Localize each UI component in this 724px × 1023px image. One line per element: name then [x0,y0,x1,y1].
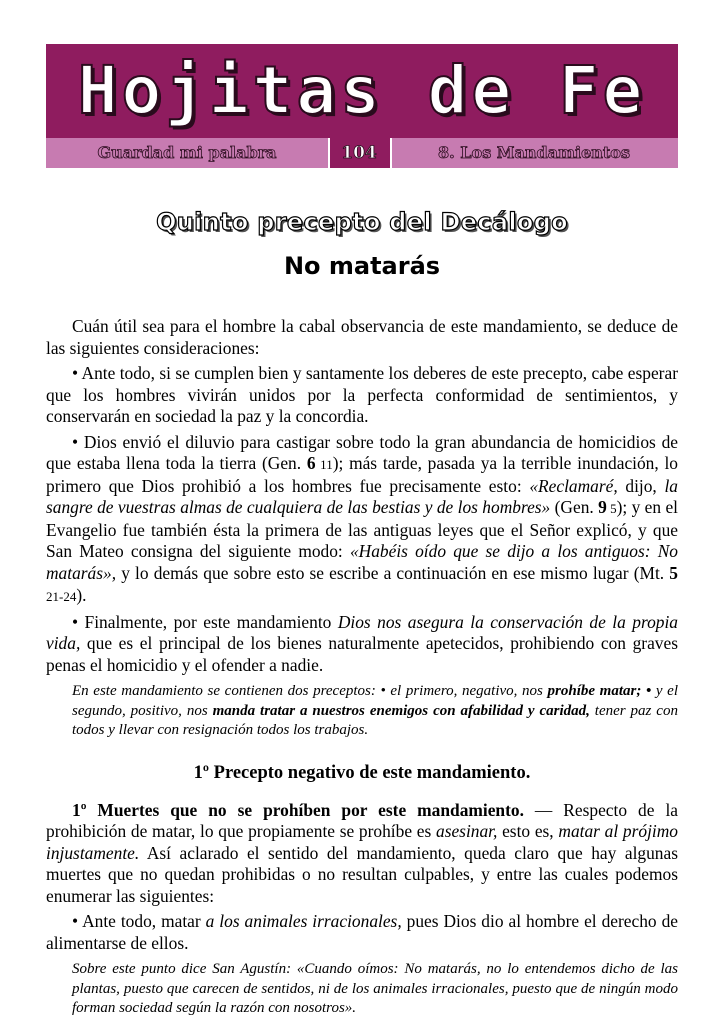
text: Así aclarado el sentido del mandamiento, queda claro que hay algunas muertes que no quedan prohibidas o no resultan culpables, y entre las cuales podemos enumerar las siguientes: [46,842,678,906]
text: y lo demás que sobre esto se escribe a continuación en ese mismo lugar (Mt. [116,562,670,583]
quote-note: Sobre este punto dice San Agustín: «Cuando oímos: No matarás, no lo entendemos dicho de las plantas, puesto que carecen de sentidos, ni de los animales irracionales, puesto que de ningún modo forman sociedad según la razón con nosotros». [72,961,678,1016]
paragraph-heading: 1º Muertes que no se prohíben por este mandamiento. [72,799,524,820]
text: (Gen. [550,497,599,517]
paragraph: • Ante todo, si se cumplen bien y santamente los deberes de este precepto, cabe esperar que los hombres vivirán unidos por la perfecta conformidad de sentimientos, y conservarán en sociedad la paz y la concordia. [46,363,678,426]
masthead-banner [46,44,678,138]
text: pues Dios dio al hombre el derecho de alimentarse de ellos. [46,911,679,953]
quote: «Habéis oído que se dijo a los antiguos: No matarás», [46,541,678,583]
text: que es el principal de los bienes naturalmente apetecidos, prohibiendo con graves penas el homicidio y el ofender a nadie. [46,633,678,675]
masthead [46,44,678,168]
emphasis: matar al prójimo injustamente. [46,821,678,863]
text: y el segundo, positivo, nos [72,683,678,719]
text: • Dios envió el diluvio para castigar sobre todo la gran abundancia de homicidios de que estaba llena toda la tierra (Gen. [46,431,678,473]
text: dijo, [617,475,665,496]
text: • Ante todo, matar [72,911,206,931]
citation-verse: 5 [606,501,617,516]
section-label: 8. Los Mandamientos [438,143,630,162]
paragraph [46,432,678,608]
masthead-subbar [46,138,678,168]
emphasis: manda tratar a nuestros enemigos con afabilidad y caridad, [212,702,590,719]
quote: la sangre de vuestras almas de cualquiera de las bestias y de los hombres» [46,475,678,517]
publication-title: Hojitas de Fe [77,52,647,129]
emphasis: prohíbe matar; • [547,683,652,699]
text: ); más tarde, pasada ya la terrible inundación, lo primero que Dios prohibió a los hombres fue precisamente esto: [46,453,678,496]
series-motto: Guardad mi palabra [97,143,277,162]
citation-verse: 11 [315,457,333,472]
divider [390,138,392,168]
citation-chapter: 9 [598,497,607,517]
paragraph [46,800,678,908]
text: esto es, [497,821,559,841]
article-body [46,316,678,1019]
issue-number: 104 [328,138,390,168]
paragraph [46,612,678,677]
paragraph [46,911,678,954]
emphasis: a los animales irracionales, [205,911,402,931]
text: tener paz con todos y llevar con resignación todos los trabajos. [72,702,678,738]
emphasis: Dios nos asegura la conservación de la propia vida, [46,611,679,653]
section-heading: 1º Precepto negativo de este mandamiento. [193,762,531,783]
citation-chapter: 6 [306,453,316,473]
text: ); y en el Evangelio fue también ésta la primera de las antiguas leyes que el Señor explicó, y que San Mateo consigna del siguiente modo: [46,497,678,561]
article-title: Quinto precepto del Decálogo [156,208,568,236]
text: • Finalmente, por este mandamiento [72,611,338,632]
summary-note [46,682,678,741]
divider [328,138,330,168]
text: ). [76,585,87,605]
emphasis: asesinar, [436,821,498,841]
text: — Respecto de la prohibición de matar, lo que propiamente se prohíbe es [46,799,678,841]
article-subtitle: No matarás [283,252,441,280]
citation-chapter: 5 [669,562,678,583]
citation-verse: 21-24 [46,589,77,604]
quote: «Reclamaré, [529,475,618,496]
text: En este mandamiento se contienen dos preceptos: • el primero, negativo, nos [72,683,548,699]
paragraph: Cuán útil sea para el hombre la cabal observancia de este mandamiento, se deduce de las siguientes consideraciones: [46,316,678,358]
